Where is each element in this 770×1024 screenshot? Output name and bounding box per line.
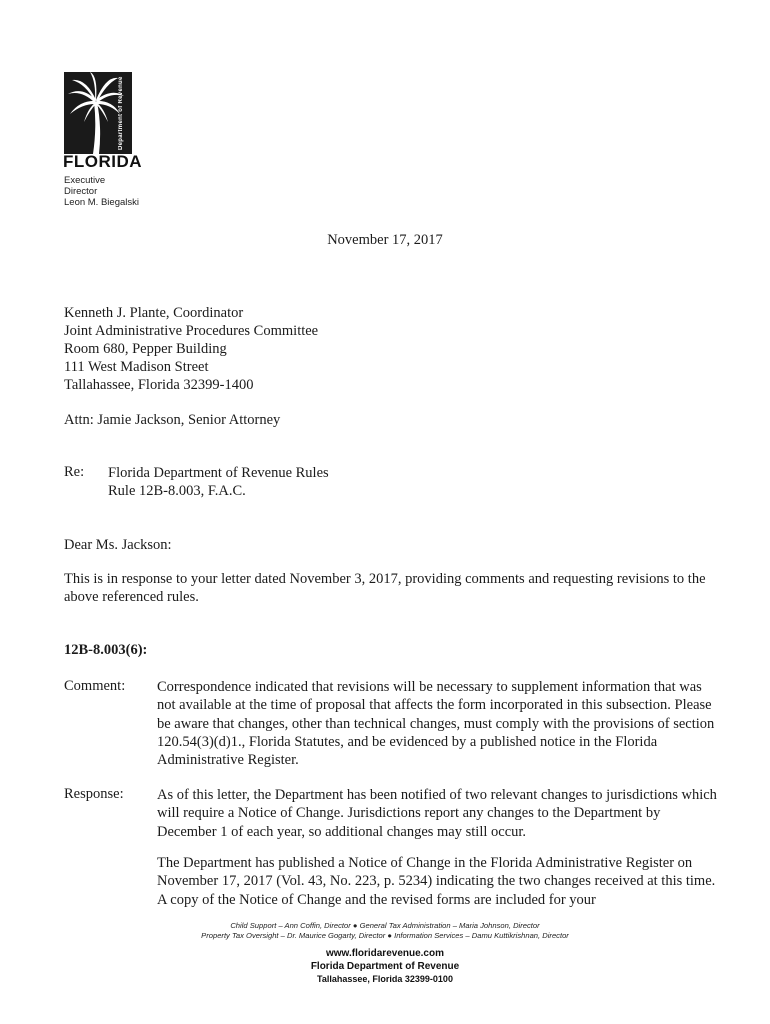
footer-divisions-1: Child Support – Ann Coffin, Director ● General Tax Administration – Maria Johnson, Director [230, 921, 540, 930]
comment-text: Correspondence indicated that revisions will be necessary to supplement information that was not available at the time of proposal that affects the form incorporated in this subsection. Please be aware that changes, other than technical changes, must comply with the provisions of section 120.54(3)(d)1., Florida Statutes, and be evidenced by a published notice in the Florida Administrative Register. [157, 679, 715, 769]
footer-divisions-2: Property Tax Oversight – Dr. Maurice Gogarty, Director ● Information Services – Damu Kuttikrishnan, Director [201, 931, 569, 940]
exec-name: Leon M. Biegalski [64, 197, 139, 208]
department-side-text: Department of Revenue [118, 76, 124, 150]
brand-wordmark: FLORIDA [63, 152, 143, 171]
response-label: Response: [64, 786, 124, 802]
address-line: 111 West Madison Street [64, 359, 209, 375]
letter-date: November 17, 2017 [327, 232, 443, 248]
footer-org: Florida Department of Revenue [310, 961, 460, 972]
recipient-address [64, 304, 318, 394]
re-line: Florida Department of Revenue Rules [108, 465, 329, 481]
section-heading: 12B-8.003(6): [64, 642, 148, 658]
response-paragraph-2: The Department has published a Notice of Change in the Florida Administrative Register on November 17, 2017 (Vol. 43, No. 223, p. 5234) indicating the two changes received at this time. A copy of the Notice of Change and the revised forms are included for your [157, 855, 716, 908]
footer-city: Tallahassee, Florida 32399-0100 [317, 974, 453, 984]
re-line: Rule 12B-8.003, F.A.C. [108, 483, 246, 499]
salutation: Dear Ms. Jackson: [64, 537, 172, 553]
footer-website: www.floridarevenue.com [326, 948, 444, 959]
intro-paragraph: This is in response to your letter dated November 3, 2017, providing comments and requesting revisions to the above referenced rules. [64, 571, 706, 605]
response-paragraph-1: As of this letter, the Department has been notified of two relevant changes to jurisdictions which will require a Notice of Change. Jurisdictions report any changes to the Department by December 1 of each year, so additional changes may still occur. [157, 787, 717, 840]
exec-title-2: Director [64, 186, 98, 197]
attention-line: Attn: Jamie Jackson, Senior Attorney [64, 412, 281, 428]
address-line: Kenneth J. Plante, Coordinator [64, 305, 244, 321]
exec-title-1: Executive [64, 175, 106, 186]
address-line: Joint Administrative Procedures Committee [64, 323, 319, 339]
re-subject [108, 464, 329, 500]
executive-director-block [64, 175, 139, 208]
comment-label: Comment: [64, 678, 126, 694]
address-line: Tallahassee, Florida 32399-1400 [64, 377, 254, 393]
re-label: Re: [64, 464, 85, 480]
address-line: Room 680, Pepper Building [64, 341, 227, 357]
